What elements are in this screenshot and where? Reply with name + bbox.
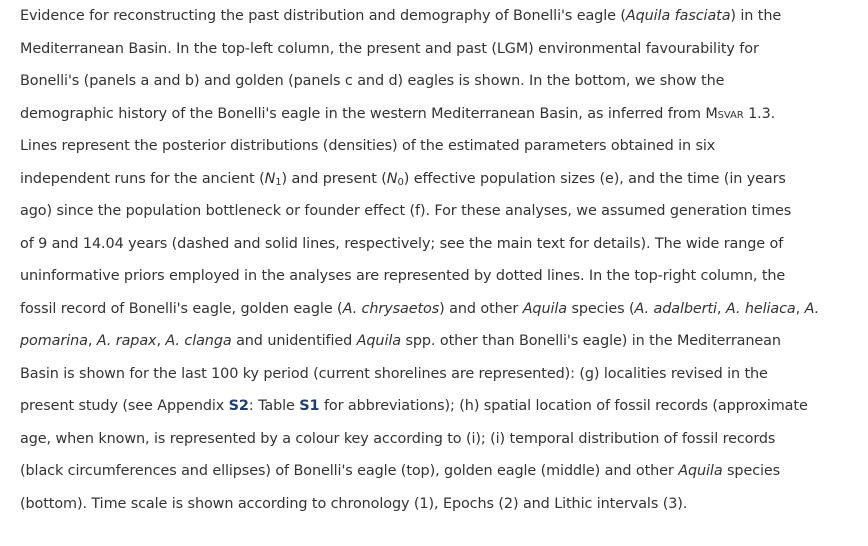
caption-text: , [87,333,97,349]
variable-name: N [264,170,276,187]
caption-text: demographic history of the Bonelli's eagle in the western Mediterranean Basin, as inferred from M [20,105,718,122]
table-s1-link[interactable]: S1 [299,398,320,414]
variable-subscript: 1 [275,176,282,188]
caption-line [20,228,820,261]
caption-text: spp. other than Bonelli's eagle) in the Mediterranean [400,333,781,349]
caption-line [20,33,820,66]
variable-subscript: 0 [397,176,404,188]
caption-line [20,130,820,163]
species-name: A. adalberti [634,300,717,317]
caption-text: ago) since the population bottleneck or founder effect (f). For these analyses, we assumed generation times [20,203,792,219]
caption-line [20,488,820,521]
caption-line [20,390,820,423]
caption-text: ) and other [439,300,523,317]
caption-text: independent runs for the ancient ( [20,170,265,187]
caption-line [20,195,820,228]
caption-text: species ( [567,300,635,317]
species-name: A. [804,300,820,317]
variable-name: N [386,170,398,187]
caption-text: and unidentified [231,333,357,349]
caption-line [20,0,820,33]
caption-text: age, when known, is represented by a colour key according to (i); (i) temporal distribution of fossil records [20,430,776,447]
caption-text: ) in the [730,8,782,24]
caption-text: species [722,463,781,479]
species-name: A. chrysaetos [342,300,440,317]
caption-text: , [156,333,166,349]
caption-text: Mediterranean Basin. In the top-left column, the present and past (LGM) environmental favourability for [20,40,759,57]
caption-text: 1.3. [743,105,776,122]
caption-line [20,358,820,391]
caption-text: (bottom). Time scale is shown according to chronology (1), Epochs (2) and Lithic intervals (3). [20,495,688,512]
species-name: Aquila [522,300,568,317]
species-name: A. rapax [96,333,157,349]
caption-text: : Table [248,398,300,414]
caption-text: of 9 and 14.04 years (dashed and solid lines, respectively; see the main text for details). The wide range of [20,235,784,252]
species-name: A. heliaca [725,300,796,317]
caption-line [20,260,820,293]
species-name: Aquila [678,463,723,479]
caption-text: Evidence for reconstructing the past distribution and demography of Bonelli's eagle ( [20,8,626,24]
caption-text: , [716,300,726,317]
caption-line [20,163,820,196]
caption-line [20,98,820,131]
appendix-s2-link[interactable]: S2 [228,398,249,414]
caption-line [20,65,820,98]
caption-text: (black circumferences and ellipses) of Bonelli's eagle (top), golden eagle (middle) and other [20,463,679,479]
caption-text: Lines represent the posterior distributions (densities) of the estimated parameters obtained in six [20,138,716,154]
caption-text: for abbreviations); (h) spatial location of fossil records (approximate [319,398,808,414]
species-name: Aquila [356,333,401,349]
software-name: svar [717,105,744,122]
figure-caption [20,0,820,520]
caption-text: present study (see Appendix [20,398,229,414]
caption-text: fossil record of Bonelli's eagle, golden eagle ( [20,300,343,317]
caption-line [20,293,820,326]
species-name: A. clanga [165,333,232,349]
caption-text: Basin is shown for the last 100 ky period (current shorelines are represented): (g) localities revised in the [20,365,768,382]
species-name: pomarina [20,333,88,349]
caption-text: uninformative priors employed in the analyses are represented by dotted lines. In the top-right column, the [20,268,786,284]
caption-text: Bonelli's (panels a and b) and golden (panels c and d) eagles is shown. In the bottom, we show the [20,73,725,89]
species-name: Aquila fasciata [625,8,731,24]
caption-text: ) and present ( [281,170,387,187]
caption-text: ) effective population sizes (e), and the time (in years [403,170,786,187]
caption-line [20,455,820,488]
caption-line [20,423,820,456]
caption-text: , [795,300,805,317]
caption-line [20,325,820,358]
